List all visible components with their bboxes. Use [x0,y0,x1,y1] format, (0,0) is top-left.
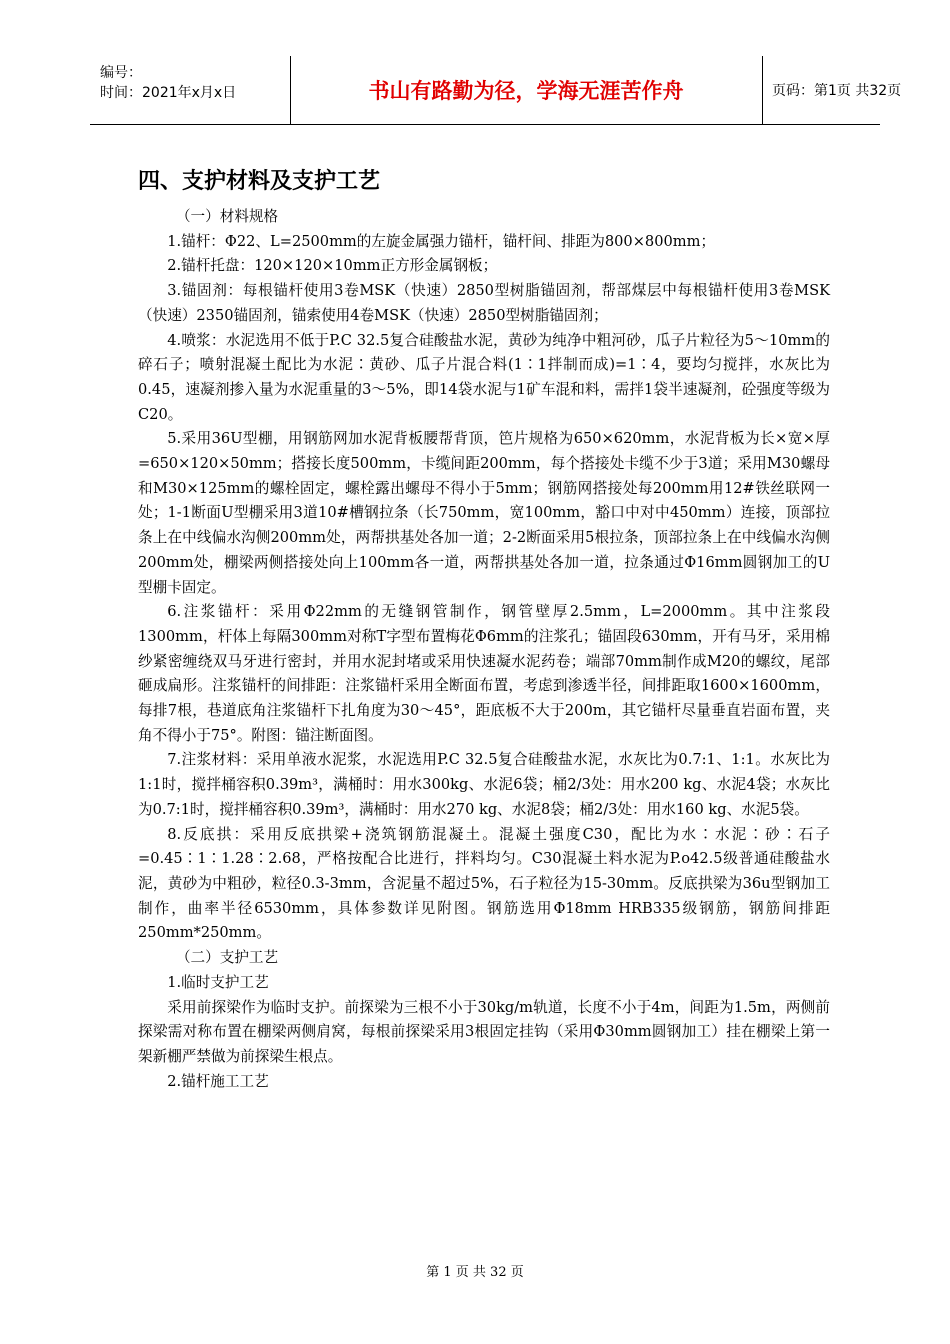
paragraph: 4.喷浆：水泥选用不低于P.C 32.5复合硅酸盐水泥，黄砂为纯净中粗河砂，瓜子片粒径为5～10mm的碎石子；喷射混凝土配比为水泥∶黄砂、瓜子片混合料(1∶1拌制而成)=1∶4，要均匀搅拌，水灰比为0.45，速凝剂掺入量为水泥重量的3～5%，即14袋水泥与1矿车混和料，需拌1袋半速凝剂，砼强度等级为C20。 [138,331,830,423]
paragraph: 采用前探梁作为临时支护。前探梁为三根不小于30kg/m轨道，长度不小于4m，间距为1.5m，两侧前探梁需对称布置在棚梁两侧肩窝，每根前探梁采用3根固定挂钩（采用Φ30mm圆钢加工）挂在棚梁上第一架新棚严禁做为前探梁生根点。 [138,998,830,1065]
doc-number-label: 编号： [100,65,142,81]
subsection-heading: （二）支护工艺 [175,949,279,967]
paragraph: 6.注浆锚杆：采用Φ22mm的无缝钢管制作，钢管壁厚2.5mm，L=2000mm。其中注浆段1300mm，杆体上每隔300mm对称T字型布置梅花Φ6mm的注浆孔；锚固段630mm，开有马牙，采用棉纱紧密缠绕双马牙进行密封，并用水泥封堵或采用快速凝水泥药卷；端部70mm制作成M20的螺纹，尾部砸成扁形。注浆锚杆的间排距：注浆锚杆采用全断面布置，考虑到渗透半径，间排距取1600×1600mm，每排7根，巷道底角注浆锚杆下扎角度为30～45°，距底板不大于200m，其它锚杆尽量垂直岩面布置，夹角不得小于75°。附图：锚注断面图。 [138,603,830,744]
paragraph: 1.锚杆：Φ22、L=2500mm的左旋金属强力锚杆，锚杆间、排距为800×800mm； [167,232,716,250]
paragraph: 3.锚固剂：每根锚杆使用3卷MSK（快速）2850型树脂锚固剂，帮部煤层中每根锚杆使用3卷MSK（快速）2350锚固剂，锚索使用4卷MSK（快速）2850型树脂锚固剂； [138,282,830,324]
paragraph: 8.反底拱：采用反底拱梁+浇筑钢筋混凝土。混凝土强度C30，配比为水∶水泥∶砂∶石子=0.45∶1∶1.28∶2.68，严格按配合比进行，拌料均匀。C30混凝土料水泥为P.o42.5级普通硅酸盐水泥，黄砂为中粗砂，粒径0.3-3mm，含泥量不超过5%，石子粒径为15-30mm。反底拱梁为36u型钢加工制作，曲率半径6530mm，具体参数详见附图。钢筋选用Φ18mm HRB335级钢筋，钢筋间排距250mm*250mm。 [138,825,830,942]
section-title: 四、支护材料及支护工艺 [138,169,381,194]
paragraph: 2.锚杆托盘：120×120×10mm正方形金属钢板； [167,257,498,275]
header-meta [90,56,291,124]
body-text [138,205,830,1094]
paragraph: 1.临时支护工艺 [167,973,269,991]
header-motto-cell [290,56,763,124]
header-motto: 书山有路勤为径，学海无涯苦作舟 [368,79,684,103]
doc-time-label: 时间：2021年x月x日 [100,85,237,101]
subsection-heading: （一）材料规格 [175,208,279,225]
page-header [90,56,902,125]
paragraph: 2.锚杆施工工艺 [167,1072,269,1090]
header-page-info: 页码：第1页 共32页 [772,83,902,99]
paragraph: 5.采用36U型棚，用钢筋网加水泥背板腰帮背顶，笆片规格为650×620mm，水泥背板为长×宽×厚=650×120×50mm；搭接长度500mm，卡缆间距200mm，每个搭接处卡缆不少于3道；采用M30螺母和M30×125mm的螺栓固定，螺栓露出螺母不得小于5mm；钢筋网搭接处每200mm用12#铁丝联网一处；1-1断面U型棚采用3道10#槽钢拉条（长750mm，宽100mm，豁口中对中450mm）连接，顶部拉条上在中线偏水沟侧200mm处，两帮拱基处各加一道；2-2断面采用5根拉条，顶部拉条上在中线偏水沟侧200mm处，棚梁两侧搭接处向上100mm各一道，两帮拱基处各加一道，拉条通过Φ16mm圆钢加工的U型棚卡固定。 [138,430,830,596]
paragraph: 7.注浆材料：采用单液水泥浆，水泥选用P.C 32.5复合硅酸盐水泥，水灰比为0.7:1、1:1。水灰比为1:1时，搅拌桶容积0.39m³，满桶时：用水300kg、水泥6袋；桶2/3处：用水200 kg、水泥4袋；水灰比为0.7:1时，搅拌桶容积0.39m³，满桶时：用水270 kg、水泥8袋；桶2/3处：用水160 kg、水泥5袋。 [138,751,830,818]
page-footer: 第 1 页 共 32 页 [426,1265,524,1280]
